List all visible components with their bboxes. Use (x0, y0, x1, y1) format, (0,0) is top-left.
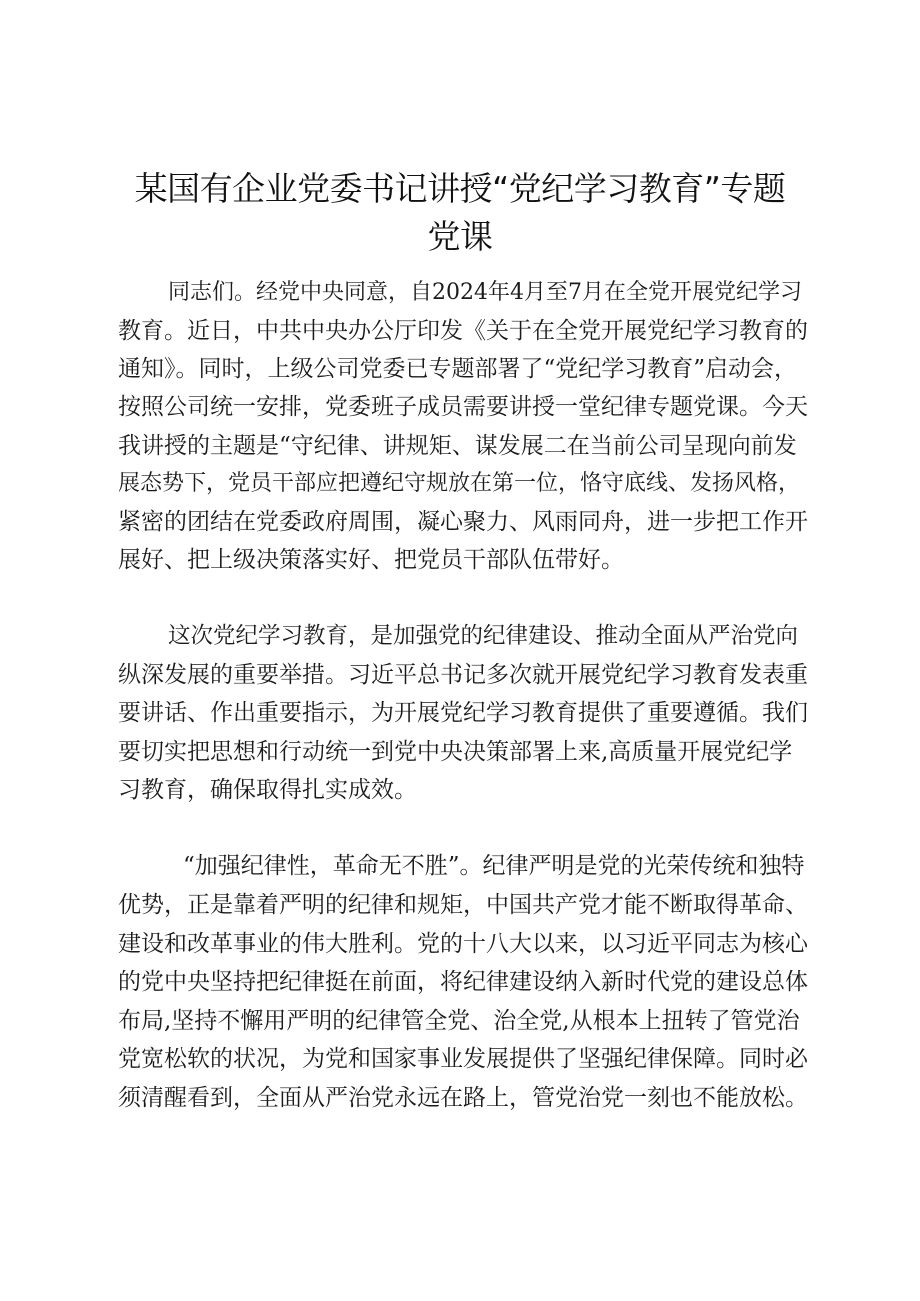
paragraph-line: 纵深发展的重要举措。习近平总书记多次就开展党纪学习教育发表重 (118, 662, 808, 688)
paragraph-line: 优势，正是靠着严明的纪律和规矩，中国共产党才能不断取得革命、 (118, 892, 808, 918)
paragraph-line: 要切实把思想和行动统一到党中央决策部署上来,高质量开展党纪学 (118, 739, 793, 765)
paragraph-line: 的党中央坚持把纪律挺在前面，将纪律建设纳入新时代党的建设总体 (118, 969, 808, 995)
paragraph-line: 这次党纪学习教育，是加强党的纪律建设、推动全面从严治党向 (168, 623, 799, 649)
paragraph-line: 习教育，确保取得扎实成效。 (118, 777, 417, 803)
paragraph-line: 教育。近日，中共中央办公厅印发《关于在全党开展党纪学习教育的 (118, 318, 808, 344)
paragraph-line: 布局,坚持不懈用严明的纪律管全党、治全党,从根本上扭转了管党治 (118, 1008, 800, 1034)
paragraph-line: 要讲话、作出重要指示，为开展党纪学习教育提供了重要遵循。我们 (118, 700, 808, 726)
paragraph-line: 建设和改革事业的伟大胜利。党的十八大以来，以习近平同志为核心 (118, 931, 808, 957)
title-line-2: 党课 (427, 217, 493, 256)
paragraph-line: 通知》。同时，上级公司党委已专题部署了“党纪学习教育”启动会， (118, 356, 798, 382)
paragraph-line: 党宽松软的状况，为党和国家事业发展提供了坚强纪律保障。同时必 (118, 1046, 808, 1072)
paragraph-line: 按照公司统一安排，党委班子成员需要讲授一堂纪律专题党课。今天 (118, 394, 808, 420)
paragraph-line: “加强纪律性，革命无不胜”。纪律严明是党的光荣传统和独特 (183, 853, 805, 879)
paragraph-line: 紧密的团结在党委政府周围，凝心聚力、风雨同舟，进一步把工作开 (118, 509, 808, 535)
paragraph-line: 展好、把上级决策落实好、把党员干部队伍带好。 (118, 547, 624, 573)
document-title (110, 165, 810, 261)
paragraph-line: 须清醒看到，全面从严治党永远在路上，管党治党一刻也不能放松。 (118, 1085, 808, 1111)
title-line-1: 某国有企业党委书记讲授“党纪学习教育”专题 (134, 169, 786, 208)
paragraph-line: 同志们。经党中央同意，自2024年4月至7月在全党开展党纪学习 (168, 280, 802, 305)
paragraph-line: 展态势下，党员干部应把遵纪守规放在第一位，恪守底线、发扬风格， (118, 471, 801, 496)
paragraph-line: 我讲授的主题是“守纪律、讲规矩、谋发展二在当前公司呈现向前发 (118, 433, 797, 459)
